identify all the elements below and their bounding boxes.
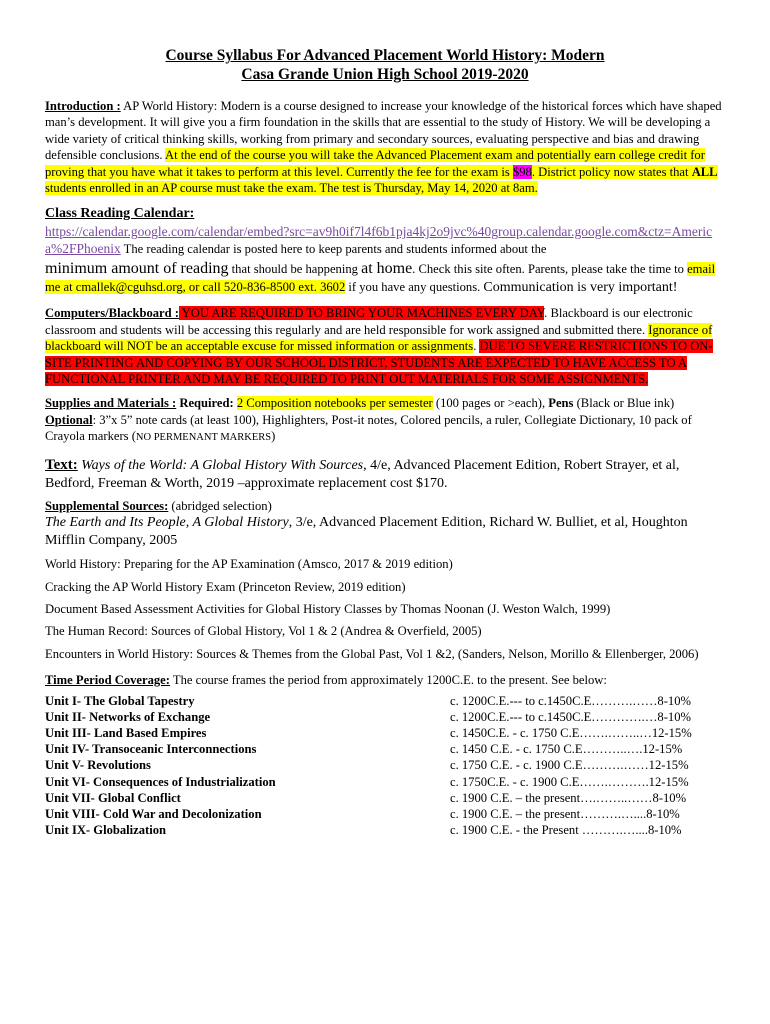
- supplemental-item: Encounters in World History: Sources & Themes from the Global Past, Vol 1 &2, (Sanders, Nelson, Morillo & Ellenberger, 2006): [45, 646, 699, 661]
- contact-email[interactable]: email me at cmallek@cguhsd.org, or call 520-836-8500 ext. 3602: [45, 262, 716, 295]
- intro-highlight-2: . District policy now states that: [531, 164, 692, 179]
- unit-table: [45, 693, 725, 839]
- unit-name: Unit II- Networks of Exchange: [45, 709, 211, 724]
- unit-range: c. 1450 C.E. - c. 1750 C.E………..….12-15%: [450, 742, 683, 757]
- intro-highlight-3: students enrolled in an AP course must take the exam. The test is Thursday, May 14, 2020 at 8am.: [45, 181, 538, 196]
- unit-names: [45, 693, 385, 839]
- supplies-heading: Supplies and Materials :: [45, 396, 177, 411]
- unit-range: c. 1750C.E. - c. 1900 C.E…….……….12-15%: [450, 774, 689, 789]
- unit-range: c. 1450C.E. - c. 1750 C.E…….……..…12-15%: [450, 725, 692, 740]
- supplies-pens: Pens: [548, 396, 574, 411]
- supplies-text-4: ): [271, 429, 276, 444]
- calendar-section: [45, 205, 725, 297]
- supplemental-item: World History: Preparing for the AP Examination (Amsco, 2017 & 2019 edition): [45, 557, 453, 572]
- time-period-text: The course frames the period from approximately 1200C.E. to the present. See below:: [169, 673, 607, 688]
- supplemental-item: Document Based Assessment Activities for Global History Classes by Thomas Noonan (J. Weston Walch, 1999): [45, 601, 611, 616]
- calendar-text-4: if you have any questions.: [345, 280, 484, 295]
- introduction-heading: Introduction :: [45, 99, 121, 113]
- supplemental-heading: Supplemental Sources:: [45, 498, 169, 513]
- syllabus-page: [45, 46, 725, 838]
- computers-heading: Computers/Blackboard :: [45, 306, 179, 321]
- supplies-optional: Optional: [45, 412, 93, 427]
- calendar-big-1: minimum amount of reading: [45, 260, 229, 278]
- supplemental-note: (abridged selection): [168, 498, 272, 513]
- supplemental-book-title: The Earth and Its People, A Global History: [45, 515, 289, 531]
- unit-name: Unit III- Land Based Empires: [45, 725, 207, 740]
- intro-text: AP World History: Modern is a course designed to increase your knowledge of the historical forces which have shaped man’s development. It will give you a firm foundation in the skills that are essential to the study of History. We will be developing a wide variety of critical thinking skills, working from primary and secondary sources, evaluating perspective and bias and drawing defensible conclusions.: [45, 99, 722, 163]
- unit-range: c. 1200C.E.--- to c.1450C.E………….…8-10%: [450, 709, 691, 724]
- supplies-small: NO PERMENANT MARKERS: [135, 432, 272, 444]
- calendar-heading: Class Reading Calendar:: [45, 206, 195, 222]
- supplies-notebooks: 2 Composition notebooks per semester: [236, 396, 433, 411]
- calendar-text-2: that should be happening: [228, 262, 362, 277]
- unit-name: Unit VI- Consequences of Industrialization: [45, 774, 276, 789]
- unit-range: c. 1900 C.E. – the present….……..……8-10%: [450, 790, 687, 805]
- computers-red-2: DUE TO SEVERE RESTRICTIONS TO ON-SITE PRINTING AND COPYING BY OUR SCHOOL DISTRICT, STUDENTS ARE EXPECTED TO HAVE ACCESS TO A FUNCTIONAL PRINTER AND MAY BE REQUIRED TO PRINT OUT MATERIALS FOR SOME ASSIGNMENTS.: [45, 339, 713, 387]
- supplies-paragraph: [45, 395, 725, 446]
- intro-highlight-1: At the end of the course you will take the Advanced Placement exam and potentially earn college credit for proving that you have what it takes to perform at this level. Currently the fee for the exam is: [45, 148, 705, 179]
- document-title: [45, 46, 725, 84]
- exam-fee: $98: [512, 164, 532, 179]
- supplies-text-1: (100 pages or >each),: [432, 396, 549, 411]
- intro-all: ALL: [691, 164, 718, 179]
- supplemental-book-rest: , 3/e, Advanced Placement Edition, Richard W. Bulliet, et al, Houghton Mifflin Company, 2005: [45, 515, 688, 549]
- unit-name: Unit I- The Global Tapestry: [45, 693, 195, 708]
- calendar-text-1: The reading calendar is posted here to keep parents and students informed about the: [120, 242, 547, 257]
- unit-range: c. 1200C.E.--- to c.1450C.E……….……8-10%: [450, 693, 691, 708]
- supplies-required: Required:: [176, 396, 234, 411]
- unit-range: c. 1900 C.E. - the Present ……….…....8-10%: [450, 823, 682, 838]
- unit-ranges: [450, 693, 725, 839]
- time-period-section: [45, 672, 725, 838]
- time-period-heading: Time Period Coverage:: [45, 673, 170, 688]
- unit-name: Unit IX- Globalization: [45, 823, 167, 838]
- computers-text-1: . Blackboard is our electronic classroom and students will be accessing this regularly and are held responsible for work assigned and submitted there.: [45, 306, 693, 337]
- title-line-2: Casa Grande Union High School 2019-2020: [241, 66, 529, 83]
- unit-name: Unit VII- Global Conflict: [45, 790, 181, 805]
- unit-name: Unit IV- Transoceanic Interconnections: [45, 742, 257, 757]
- title-line-1: Course Syllabus For Advanced Placement World History: Modern: [165, 47, 605, 64]
- supplies-text-2: (Black or Blue ink): [573, 396, 675, 411]
- unit-range: c. 1900 C.E. – the present……….…....8-10%: [450, 806, 680, 821]
- computers-red-1: YOU ARE REQUIRED TO BRING YOUR MACHINES EVERY DAY: [179, 306, 545, 321]
- textbook-heading: Text:: [45, 456, 78, 473]
- supplemental-item: Cracking the AP World History Exam (Princeton Review, 2019 edition): [45, 579, 406, 594]
- supplemental-item: The Human Record: Sources of Global History, Vol 1 & 2 (Andrea & Overfield, 2005): [45, 624, 482, 639]
- unit-name: Unit VIII- Cold War and Decolonization: [45, 806, 262, 821]
- textbook-paragraph: [45, 456, 725, 493]
- calendar-text-5: Communication is very important!: [483, 280, 678, 296]
- computers-text-2: .: [473, 339, 480, 354]
- computers-paragraph: [45, 305, 725, 387]
- calendar-link[interactable]: https://calendar.google.com/calendar/embed?src=av9h0if7l4f6b1pja4kj2o9jvc%40group.calendar.google.com&ctz=America%2FPhoenix: [45, 224, 713, 257]
- unit-name: Unit V- Revolutions: [45, 758, 151, 773]
- textbook-rest: , 4/e, Advanced Placement Edition, Robert Strayer, et al, Bedford, Freeman & Worth, 2019 –approximate replacement cost $170.: [45, 457, 680, 491]
- calendar-big-2: at home: [361, 260, 413, 278]
- calendar-text-3: . Check this site often. Parents, please take the time to: [412, 262, 688, 277]
- supplemental-section: [45, 498, 725, 662]
- textbook-title: Ways of the World: A Global History With Sources: [81, 457, 364, 473]
- computers-yellow: Ignorance of blackboard will NOT be an acceptable excuse for missed information or assignments: [45, 322, 713, 354]
- supplies-text-3: : 3”x 5” note cards (at least 100), Highlighters, Post-it notes, Colored pencils, a ruler, Collegiate Dictionary, 10 pack of Crayola markers (: [45, 412, 692, 444]
- introduction-paragraph: [45, 98, 725, 196]
- unit-range: c. 1750 C.E. - c. 1900 C.E……….……12-15%: [450, 758, 689, 773]
